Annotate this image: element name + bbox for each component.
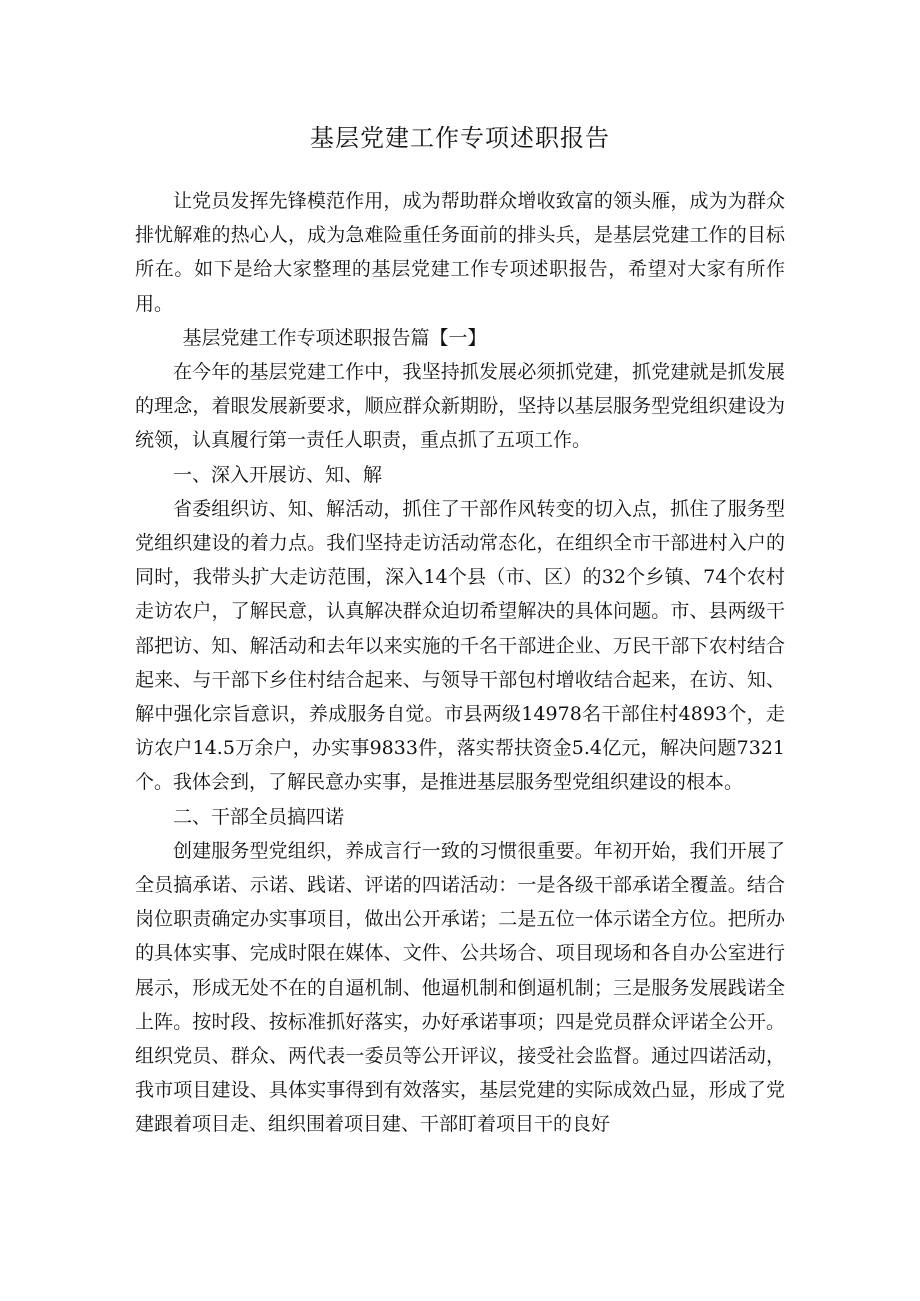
section-heading-four-promises: 二、干部全员搞四诺 <box>173 805 345 828</box>
section-heading-visit-know-solve: 一、深入开展访、知、解 <box>173 463 383 486</box>
document-body <box>135 184 785 1142</box>
intro-paragraph: 让党员发挥先锋模范作用，成为帮助群众增收致富的领头雁，成为为群众排忧解难的热心人，成为急难险重任务面前的排头兵，是基层党建工作的目标所在。如下是给大家整理的基层党建工作专项述职报告，希望对大家有所作用。 <box>135 190 785 315</box>
body-paragraph: 创建服务型党组织，养成言行一致的习惯很重要。年初开始，我们开展了全员搞承诺、示诺、践诺、评诺的四诺活动：一是各级干部承诺全覆盖。结合岗位职责确定办实事项目，做出公开承诺；二是五位一体示诺全方位。把所办的具体实事、完成时限在媒体、文件、公共场合、项目现场和各自办公室进行展示，形成无处不在的自逼机制、他逼机制和倒逼机制；三是服务发展践诺全上阵。按时段、按标准抓好落实，办好承诺事项；四是党员群众评诺全公开。组织党员、群众、两代表一委员等公开评议，接受社会监督。通过四诺活动，我市项目建设、具体实事得到有效落实，基层党建的实际成效凸显，形成了党建跟着项目走、组织围着项目建、干部盯着项目干的良好 <box>135 839 785 1136</box>
body-paragraph: 省委组织访、知、解活动，抓住了干部作风转变的切入点，抓住了服务型党组织建设的着力点。我们坚持走访活动常态化，在组织全市干部进村入户的同时，我带头扩大走访范围，深入14个县（市、区）的32个乡镇、74个农村走访农户，了解民意，认真解决群众迫切希望解决的具体问题。市、县两级干部把访、知、解活动和去年以来实施的千名干部进企业、万民干部下农村结合起来、与干部下乡住村结合起来、与领导干部包村增收结合起来，在访、知、解中强化宗旨意识，养成服务自觉。市县两级14978名干部住村4893个，走访农户14.5万余户，办实事9833件，落实帮扶资金5.4亿元，解决问题7321个。我体会到，了解民意办实事，是推进基层服务型党组织建设的根本。 <box>135 497 785 794</box>
body-paragraph: 在今年的基层党建工作中，我坚持抓发展必须抓党建，抓党建就是抓发展的理念，着眼发展新要求，顺应群众新期盼，坚持以基层服务型党组织建设为统领，认真履行第一责任人职责，重点抓了五项工作。 <box>135 361 785 452</box>
document-title: 基层党建工作专项述职报告 <box>310 124 610 152</box>
section-heading-part-one: 基层党建工作专项述职报告篇【一】 <box>182 326 487 349</box>
